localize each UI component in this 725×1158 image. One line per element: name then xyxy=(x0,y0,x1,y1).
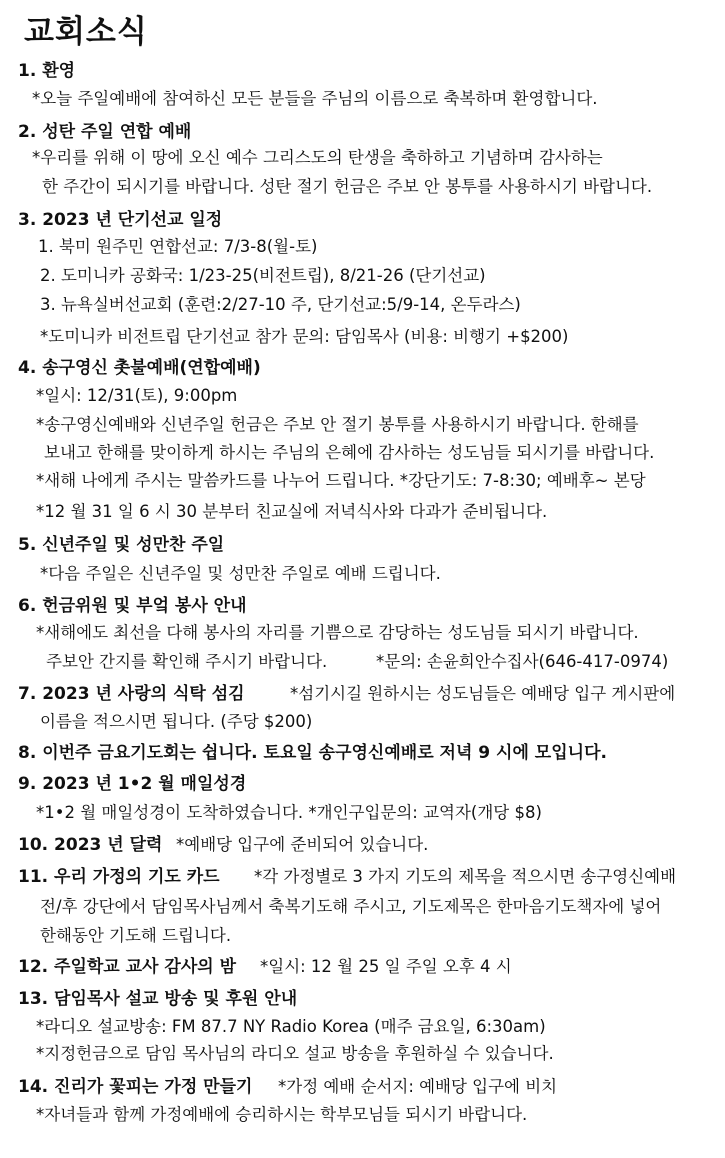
section-4-text-4: *12 월 31 일 6 시 30 분부터 친교실에 저녁식사와 다과가 준비됩니다. xyxy=(36,502,548,521)
section-11-text-1: 전/후 강단에서 담임목사님께서 축복기도해 주시고, 기도제목은 한마음기도책자에 넣어 xyxy=(40,897,662,916)
section-7-heading: 7. 2023 년 사랑의 식탁 섬김 xyxy=(18,684,245,704)
section-6-text-2: 주보안 간지를 확인해 주시기 바랍니다. xyxy=(46,652,328,671)
section-1-text: *오늘 주일예배에 참여하신 모든 분들을 주님의 이름으로 축복하며 환영합니다. xyxy=(32,89,598,108)
section-14-text: *자녀들과 함께 가정예배에 승리하시는 학부모님들 되시기 바랍니다. xyxy=(36,1105,528,1124)
page-title: 교회소식 xyxy=(24,14,148,50)
section-9-heading: 9. 2023 년 1•2 월 매일성경 xyxy=(18,774,247,794)
section-3-item-2: 2. 도미니카 공화국: 1/23-25(비전트립), 8/21-26 (단기선교) xyxy=(40,266,486,285)
section-11-text-2: 한해동안 기도해 드립니다. xyxy=(40,926,232,945)
section-3-heading: 3. 2023 년 단기선교 일정 xyxy=(18,210,223,230)
section-2-text-2: 한 주간이 되시기를 바랍니다. 성탄 절기 헌금은 주보 안 봉투를 사용하시기 바랍니다. xyxy=(42,177,653,196)
section-5-text: *다음 주일은 신년주일 및 성만찬 주일로 예배 드립니다. xyxy=(40,564,441,583)
section-13-heading: 13. 담임목사 설교 방송 및 후원 안내 xyxy=(18,989,298,1009)
section-6-heading: 6. 헌금위원 및 부엌 봉사 안내 xyxy=(18,596,247,616)
section-4-heading: 4. 송구영신 촛불예배(연합예배) xyxy=(18,358,261,378)
section-10-inline: *예배당 입구에 준비되어 있습니다. xyxy=(176,835,429,854)
section-7-text: 이름을 적으시면 됩니다. (주당 $200) xyxy=(40,712,313,731)
section-13-text-2: *지정헌금으로 담임 목사님의 라디오 설교 방송을 후원하실 수 있습니다. xyxy=(36,1044,554,1063)
section-2-text-1: *우리를 위해 이 땅에 오신 예수 그리스도의 탄생을 축하하고 기념하며 감사하는 xyxy=(32,148,603,167)
section-5-heading: 5. 신년주일 및 성만찬 주일 xyxy=(18,535,225,555)
section-12-inline: *일시: 12 월 25 일 주일 오후 4 시 xyxy=(260,957,512,976)
section-6-text-1: *새해에도 최선을 다해 봉사의 자리를 기쁨으로 감당하는 성도님들 되시기 바랍니다. xyxy=(36,623,639,642)
section-3-item-1: 1. 북미 원주민 연합선교: 7/3-8(월-토) xyxy=(38,237,318,256)
section-10-heading: 10. 2023 년 달력 xyxy=(18,835,163,855)
section-9-text: *1•2 월 매일성경이 도착하였습니다. *개인구입문의: 교역자(개당 $8) xyxy=(36,803,542,822)
section-14-heading: 14. 진리가 꽃피는 가정 만들기 xyxy=(18,1077,253,1097)
section-2-heading: 2. 성탄 주일 연합 예배 xyxy=(18,122,192,142)
section-11-inline: *각 가정별로 3 가지 기도의 제목을 적으시면 송구영신예배 xyxy=(254,867,677,886)
section-11-heading: 11. 우리 가정의 기도 카드 xyxy=(18,867,220,887)
section-1-heading: 1. 환영 xyxy=(18,61,76,81)
section-4-text-3: *새해 나에게 주시는 말씀카드를 나누어 드립니다. *강단기도: 7-8:30; 예배후~ 본당 xyxy=(36,471,646,490)
section-7-inline: *섬기시길 원하시는 성도님들은 예배당 입구 게시판에 xyxy=(290,684,676,703)
section-13-text-1: *라디오 설교방송: FM 87.7 NY Radio Korea (매주 금요일, 6:30am) xyxy=(36,1017,546,1036)
section-12-heading: 12. 주일학교 교사 감사의 밤 xyxy=(18,957,237,977)
section-3-note: *도미니카 비전트립 단기선교 참가 문의: 담임목사 (비용: 비행기 +$200) xyxy=(40,327,569,346)
section-4-text-2: 보내고 한해를 맞이하게 하시는 주님의 은혜에 감사하는 성도님들 되시기를 바랍니다. xyxy=(44,443,655,462)
section-4-date: *일시: 12/31(토), 9:00pm xyxy=(36,386,238,405)
section-4-text-1: *송구영신예배와 신년주일 헌금은 주보 안 절기 봉투를 사용하시기 바랍니다. 한해를 xyxy=(36,415,639,434)
section-14-inline: *가정 예배 순서지: 예배당 입구에 비치 xyxy=(278,1077,558,1096)
section-8-heading: 8. 이번주 금요기도회는 쉽니다. 토요일 송구영신예배로 저녁 9 시에 모입니다. xyxy=(18,743,607,763)
section-3-item-3: 3. 뉴욕실버선교회 (훈련:2/27-10 주, 단기선교:5/9-14, 온두라스) xyxy=(40,295,521,314)
section-6-contact: *문의: 손윤희안수집사(646-417-0974) xyxy=(376,652,669,671)
